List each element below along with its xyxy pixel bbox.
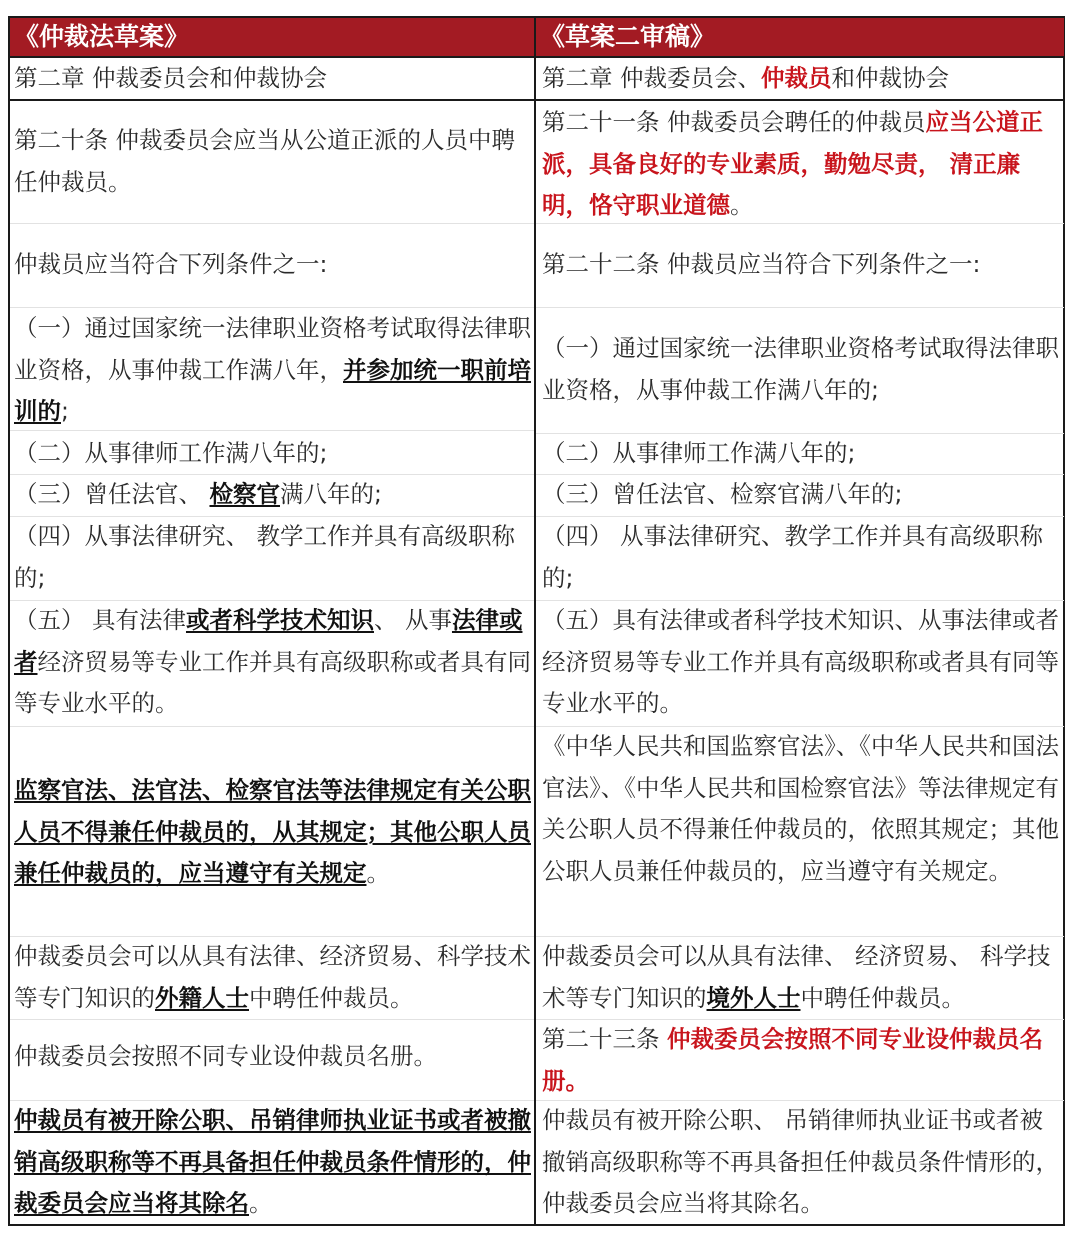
column-divider bbox=[534, 16, 536, 1226]
row-12-left-cell bbox=[10, 1100, 534, 1226]
row-4-right-cell bbox=[538, 328, 1064, 412]
row-3-left-text: 仲裁员应当符合下列条件之一: bbox=[14, 250, 328, 278]
row-5-right-text: （二）从事律师工作满八年的; bbox=[542, 439, 856, 467]
row-separator bbox=[10, 223, 534, 224]
row-7-right-text: （四） 从事法律研究、教学工作并具有高级职称的; bbox=[542, 522, 1043, 592]
header-right: 《草案二审稿》 bbox=[536, 18, 1064, 56]
row-10-left-text: 仲裁委员会可以从具有法律、经济贸易、科学技术等专门知识的 bbox=[14, 942, 531, 1012]
row-separator bbox=[536, 223, 1064, 224]
row-2-right-text: 第二十一条 仲裁委员会聘任的仲裁员 bbox=[542, 108, 926, 136]
row-12-left-text: 仲裁员有被开除公职、吊销律师执业证书或者被撤销高级职称等不再具备担任仲裁员条件情形的，仲裁委员会应当将其除名 bbox=[14, 1106, 531, 1217]
row-4-left-text: 并参加统一职前培训的 bbox=[14, 355, 531, 425]
row-9-left-text: 监察官法、法官法、检察官法等法律规定有关公职人员不得兼任仲裁员的，从其规定；其他公职人员兼任仲裁员的，应当遵守有关规定 bbox=[14, 776, 531, 887]
row-5-left-text: （二）从事律师工作满八年的; bbox=[14, 439, 328, 467]
row-12-left-text: 。 bbox=[249, 1189, 273, 1217]
row-10-right-text: 境外人士 bbox=[706, 983, 801, 1012]
row-1-right-cell bbox=[538, 58, 1064, 100]
row-1-left-text: 第二章 仲裁委员会和仲裁协会 bbox=[14, 64, 327, 92]
row-1-left-cell bbox=[10, 58, 534, 100]
row-12-right-text: 仲裁员有被开除公职、 吊销律师执业证书或者被撤销高级职称等不再具备担任仲裁员条件情形的，仲裁委员会应当将其除名。 bbox=[542, 1106, 1059, 1217]
row-separator bbox=[10, 430, 534, 431]
row-3-left-cell bbox=[10, 244, 534, 288]
row-11-right-text: 仲裁委员会按照不同专业设仲裁员名册。 bbox=[542, 1025, 1043, 1095]
row-4-left-cell bbox=[10, 308, 534, 434]
row-5-right-cell bbox=[538, 433, 1064, 475]
row-5-left-cell bbox=[10, 433, 534, 475]
row-10-left-text: 外籍人士 bbox=[155, 983, 249, 1012]
row-4-right-text: （一）通过国家统一法律职业资格考试取得法律职业资格，从事仲裁工作满八年的; bbox=[542, 334, 1059, 404]
row-8-left-text: （五） 具有法律 bbox=[14, 606, 186, 634]
row-9-left-cell bbox=[10, 770, 534, 896]
row-9-right-text: 《中华人民共和国监察官法》、《中华人民共和国法官法》、《中华人民共和国检察官法》等法律规定有关公职人员不得兼任仲裁员的，依照其规定；其他公职人员兼任仲裁员的，应当遵守有关规定。 bbox=[542, 732, 1059, 885]
row-1-right-text: 第二章 仲裁委员会、 bbox=[542, 64, 761, 92]
row-2-right-text: 。 bbox=[730, 191, 754, 219]
row-1-right-text: 仲裁员 bbox=[760, 64, 832, 92]
row-8-right-text: （五）具有法律或者科学技术知识、从事法律或者经济贸易等专业工作并具有高级职称或者具有同等专业水平的。 bbox=[542, 606, 1059, 717]
row-separator bbox=[10, 726, 534, 727]
row-10-right-text: 中聘任仲裁员。 bbox=[800, 983, 965, 1012]
row-6-left-cell bbox=[10, 474, 534, 516]
row-10-right-text: 仲裁委员会可以从具有法律、 经济贸易、 科学技术等专门知识的 bbox=[542, 942, 1051, 1012]
row-8-left-text: 、 从事 bbox=[373, 606, 452, 634]
row-10-right-cell bbox=[538, 936, 1064, 1020]
row-8-left-cell bbox=[10, 600, 534, 726]
row-8-left-text: 经济贸易等专业工作并具有高级职称或者具有同等专业水平的。 bbox=[14, 647, 531, 717]
row-10-left-cell bbox=[10, 936, 534, 1020]
row-6-left-text: （三）曾任法官、 bbox=[14, 480, 210, 508]
row-8-left-text: 法律或者 bbox=[14, 606, 523, 676]
header-left: 《仲裁法草案》 bbox=[10, 18, 534, 56]
row-9-right-cell bbox=[538, 726, 1064, 936]
row-7-right-cell bbox=[538, 516, 1064, 600]
row-separator bbox=[536, 307, 1064, 308]
row-2-left-cell bbox=[10, 120, 534, 206]
row-7-left-text: （四）从事法律研究、 教学工作并具有高级职称的; bbox=[14, 522, 515, 592]
row-11-left-cell bbox=[10, 1036, 534, 1078]
row-2-left-text: 第二十条 仲裁委员会应当从公道正派的人员中聘任仲裁员。 bbox=[14, 126, 515, 196]
row-11-right-cell bbox=[538, 1019, 1064, 1103]
row-6-right-cell bbox=[538, 474, 1064, 516]
row-7-left-cell bbox=[10, 516, 534, 600]
row-12-right-cell bbox=[538, 1100, 1064, 1226]
row-separator bbox=[10, 1019, 534, 1020]
row-3-right-text: 第二十二条 仲裁员应当符合下列条件之一: bbox=[542, 250, 981, 278]
row-2-right-cell bbox=[538, 102, 1064, 226]
row-8-left-text: 或者科学技术知识 bbox=[185, 606, 374, 634]
row-2-right-text: 应当公道正派，具备良好的专业素质，勤勉尽责， 清正廉明，恪守职业道德 bbox=[542, 108, 1043, 219]
row-10-left-text: 中聘任仲裁员。 bbox=[249, 983, 414, 1012]
row-4-left-text: （一）通过国家统一法律职业资格考试取得法律职业资格，从事仲裁工作满八年， bbox=[14, 314, 531, 384]
row-6-left-text: 检察官 bbox=[209, 480, 280, 508]
row-3-right-cell bbox=[538, 244, 1064, 288]
row-11-left-text: 仲裁委员会按照不同专业设仲裁员名册。 bbox=[14, 1042, 437, 1070]
row-6-left-text: 满八年的; bbox=[279, 480, 382, 508]
row-8-right-cell bbox=[538, 600, 1064, 726]
row-11-right-text: 第二十三条 bbox=[542, 1025, 667, 1053]
row-4-left-text: ; bbox=[61, 397, 69, 425]
row-1-right-text: 和仲裁协会 bbox=[831, 64, 949, 92]
row-9-left-text: 。 bbox=[366, 859, 390, 887]
row-6-right-text: （三）曾任法官、检察官满八年的; bbox=[542, 480, 903, 508]
